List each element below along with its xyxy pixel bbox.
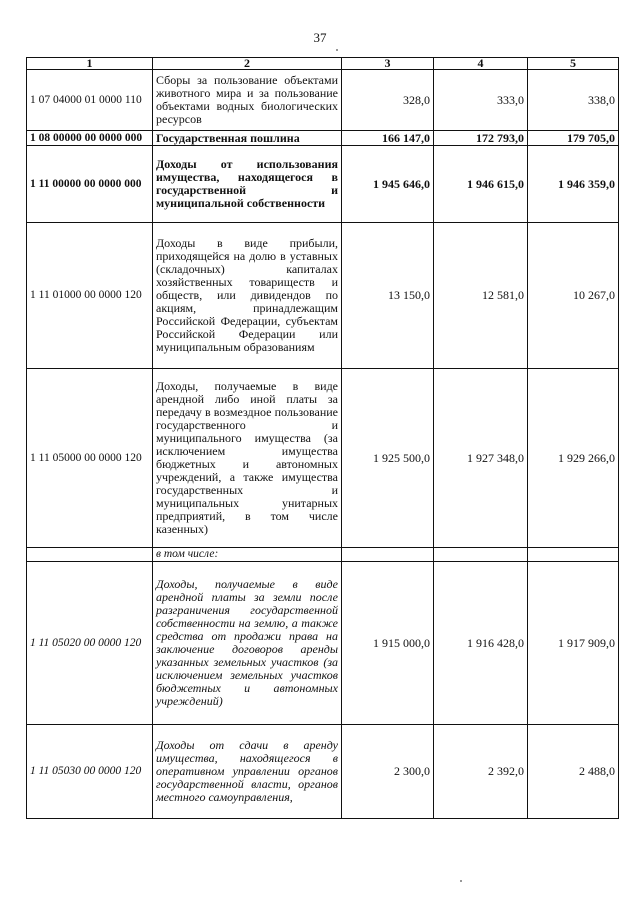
table-header-row (27, 58, 619, 70)
row-value-col3: 328,0 (342, 70, 434, 131)
row-value-col3: 13 150,0 (342, 223, 434, 369)
row-value-col3: 1 915 000,0 (342, 562, 434, 725)
row-code: 1 11 01000 00 0000 120 (27, 223, 153, 369)
row-name: Доходы в виде прибыли, приходящейся на долю в уставных (складочных) капиталах хозяйственных товариществ и обществ, или дивидендов по акциям, принадлежащим Российской Федерации, субъектам Российской Федерации или муниципальным образованиям (153, 223, 342, 369)
table-row (27, 131, 619, 146)
row-code: 1 08 00000 00 0000 000 (27, 131, 153, 146)
table-row (27, 223, 619, 369)
row-name: Доходы, получаемые в виде арендной платы за земли после разграничения государственной собственности на землю, а также средства от продажи права на заключение договоров аренды указанных земельных участков (за исключением земельных участков бюджетных и автономных учреждений) (153, 562, 342, 725)
row-value-col5: 10 267,0 (528, 223, 619, 369)
row-subheading: в том числе: (153, 548, 342, 562)
row-code: 1 07 04000 01 0000 110 (27, 70, 153, 131)
row-value-col4 (434, 548, 528, 562)
table-row (27, 562, 619, 725)
row-code: 1 11 05020 00 0000 120 (27, 562, 153, 725)
row-value-col3: 1 945 646,0 (342, 146, 434, 223)
column-header-1: 1 (27, 58, 153, 70)
column-header-4: 4 (434, 58, 528, 70)
row-value-col4: 12 581,0 (434, 223, 528, 369)
row-value-col3: 166 147,0 (342, 131, 434, 146)
row-value-col4: 1 927 348,0 (434, 369, 528, 548)
row-value-col3: 1 925 500,0 (342, 369, 434, 548)
row-value-col5: 1 917 909,0 (528, 562, 619, 725)
row-value-col5: 1 946 359,0 (528, 146, 619, 223)
table-row (27, 70, 619, 131)
row-value-col3: 2 300,0 (342, 725, 434, 819)
row-value-col5 (528, 548, 619, 562)
row-name: Государственная пошлина (153, 131, 342, 146)
row-value-col5: 179 705,0 (528, 131, 619, 146)
row-code: 1 11 00000 00 0000 000 (27, 146, 153, 223)
table-row (27, 369, 619, 548)
column-header-5: 5 (528, 58, 619, 70)
row-code: 1 11 05030 00 0000 120 (27, 725, 153, 819)
row-value-col5: 338,0 (528, 70, 619, 131)
row-value-col4: 333,0 (434, 70, 528, 131)
row-value-col4: 172 793,0 (434, 131, 528, 146)
page-number: 37 (313, 30, 327, 45)
row-value-col4: 1 946 615,0 (434, 146, 528, 223)
row-name: Сборы за пользование объектами животного мира и за пользование объектами водных биологических ресурсов (153, 70, 342, 131)
row-code (27, 548, 153, 562)
column-header-2: 2 (153, 58, 342, 70)
row-name: Доходы от использования имущества, находящегося в государственной и муниципальной собственности (153, 146, 342, 223)
row-code: 1 11 05000 00 0000 120 (27, 369, 153, 548)
revenue-table (26, 57, 619, 819)
table-row (27, 146, 619, 223)
row-value-col5: 2 488,0 (528, 725, 619, 819)
row-value-col4: 1 916 428,0 (434, 562, 528, 725)
table-subheading-row (27, 548, 619, 562)
scan-speck (460, 880, 462, 882)
table-row (27, 725, 619, 819)
row-name: Доходы от сдачи в аренду имущества, находящегося в оперативном управлении органов государственной власти, органов местного самоуправления, (153, 725, 342, 819)
row-value-col4: 2 392,0 (434, 725, 528, 819)
column-header-3: 3 (342, 58, 434, 70)
scan-speck (336, 49, 338, 51)
row-name: Доходы, получаемые в виде арендной либо иной платы за передачу в возмездное пользование государственного и муниципального имущества (за исключением имущества бюджетных и автономных учреждений, а также имущества государственных и муниципальных унитарных предприятий, в том числе казенных) (153, 369, 342, 548)
row-value-col3 (342, 548, 434, 562)
row-value-col5: 1 929 266,0 (528, 369, 619, 548)
